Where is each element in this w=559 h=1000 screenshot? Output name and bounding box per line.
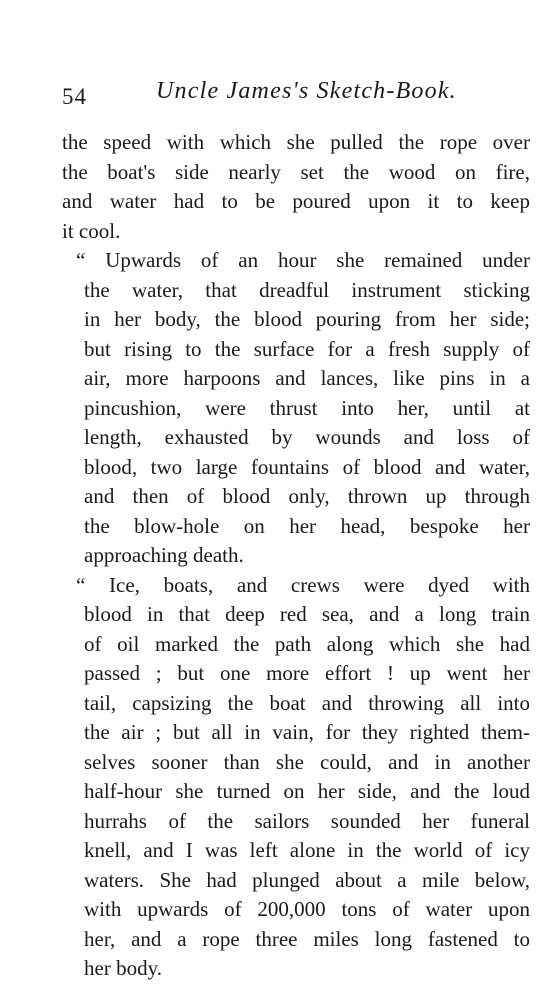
paragraph [62, 246, 530, 571]
text-line: the water, that dreadful instrument sticking [84, 277, 530, 302]
text-line: of oil marked the path along which she had [84, 631, 530, 656]
text-line: half-hour she turned on her side, and the loud [84, 779, 530, 803]
page-number: 54 [62, 84, 87, 109]
text-line: air, more harpoons and lances, like pins in a [84, 366, 530, 390]
text-line: approaching death. [84, 543, 244, 567]
running-title: Uncle James's Sketch-Book. [156, 78, 457, 104]
text-line: passed ; but one more effort ! up went her [84, 661, 530, 685]
text-line: length, exhausted by wounds and loss of [84, 425, 530, 449]
text-line: tail, capsizing the boat and throwing all into [84, 690, 530, 715]
text-line: “ Upwards of an hour she remained under [76, 248, 530, 272]
text-line: but rising to the surface for a fresh supply of [84, 336, 530, 361]
paragraph [62, 571, 530, 984]
text-line: pincushion, were thrust into her, until at [84, 395, 530, 420]
page-header [62, 78, 502, 112]
paragraph [62, 128, 530, 246]
body-text [62, 128, 530, 984]
text-line: the speed with which she pulled the rope over [62, 130, 530, 154]
text-line: the blow-hole on her head, bespoke her [84, 513, 530, 538]
text-line: the air ; but all in vain, for they righted them- [84, 720, 530, 744]
text-line: selves sooner than she could, and in another [84, 749, 530, 774]
text-line: hurrahs of the sailors sounded her funeral [84, 808, 530, 833]
text-line: blood, two large fountains of blood and water, [84, 454, 530, 479]
text-line: “ Ice, boats, and crews were dyed with [76, 572, 530, 597]
text-line: and water had to be poured upon it to keep [62, 189, 530, 213]
text-line: knell, and I was left alone in the world of icy [84, 838, 530, 862]
text-line: her body. [84, 956, 162, 980]
text-line: in her body, the blood pouring from her side; [84, 307, 530, 331]
text-line: and then of blood only, thrown up through [84, 484, 530, 508]
text-line: blood in that deep red sea, and a long train [84, 602, 530, 626]
text-line: with upwards of 200,000 tons of water upon [84, 897, 530, 921]
text-line: her, and a rope three miles long fastened to [84, 926, 530, 951]
text-line: it cool. [62, 218, 121, 243]
text-line: the boat's side nearly set the wood on fire, [62, 159, 530, 184]
text-line: waters. She had plunged about a mile below, [84, 867, 530, 892]
